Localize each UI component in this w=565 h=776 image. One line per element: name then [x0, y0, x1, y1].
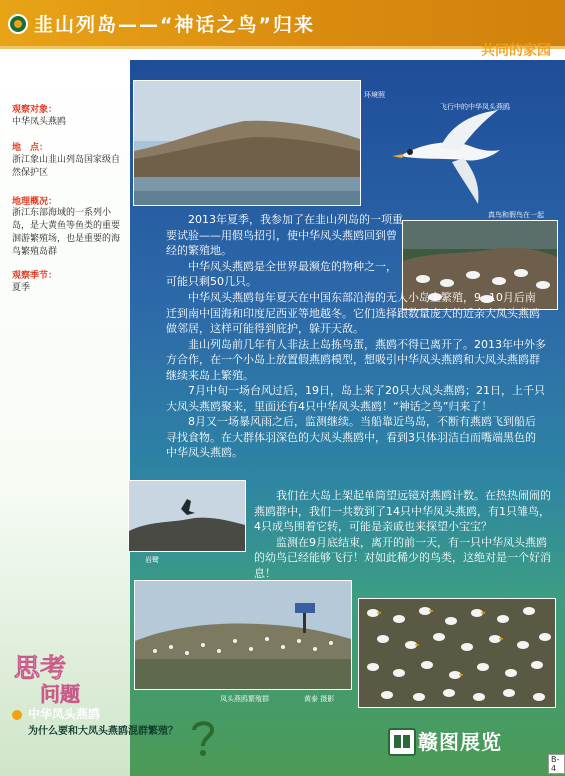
photo-credit: 黄泰 摄影 [304, 695, 335, 703]
question-heading: 中华凤头燕鸥 [28, 707, 101, 721]
caption-flying-tern: 飞行中的中华凤头燕鸥 [440, 103, 510, 111]
article-paragraph-1: 2013年夏季，我参加了在韭山列岛的一项重要试验——用假鸟招引，使中华凤头燕鸥回到曾经的繁殖地。 [166, 213, 403, 257]
island-photo [133, 80, 361, 206]
caption-heron: 岩鹭 [145, 556, 159, 564]
location-label: 地 点： [12, 143, 49, 153]
article-block-3 [254, 488, 552, 581]
colony-photo [134, 580, 352, 690]
book-icon [388, 728, 416, 756]
article-paragraph-2: 中华凤头燕鸥是全世界最濒危的物种之一，可能只剩50几只。 [166, 259, 397, 288]
think-heading-small: 问题 [40, 682, 80, 706]
question-text: 为什么要和大凤头燕鸥混群繁殖？ [28, 726, 178, 737]
question-bullet-icon [12, 710, 22, 720]
logo-text: 赣图展览 [418, 730, 502, 754]
article-paragraph-4: 韭山列岛前几年有人非法上岛拣鸟蛋，燕鸥不得已离开了。2013年中外多方合作，在一个小岛上放置假燕鸥模型，想吸引中华凤头燕鸥和大凤头燕鸥群继续来岛上繁殖。 [166, 337, 546, 382]
page-title: 韭山列岛——“神话之鸟”归来 [34, 14, 315, 36]
article-paragraph-7: 我们在大岛上架起单筒望远镜对燕鸥计数。在热热闹闹的燕鸥群中，我们一共数到了14只中华凤头燕鸥，有1只雏鸟，4只成鸟围着它转，可能是亲戚也来探望小宝宝？ [254, 489, 551, 533]
caption-environment: 环境照 [364, 91, 385, 99]
geo-value: 浙江东部海域的一系列小岛，是大黄鱼等鱼类的重要洄游繁殖场，也是重要的海鸟繁殖岛群 [12, 208, 121, 257]
article-paragraph-3: 中华凤头燕鸥每年夏天在中国东部沿海的无人小岛上繁殖，9--10月后南迁到南中国海和印度尼西亚等地越冬。它们选择跟数量庞大的近亲大凤头燕鸥做邻居，这样可能得到庇护，躲开天敌。 [166, 291, 540, 335]
article-paragraph-5: 7月中旬一场台风过后，19日，岛上来了20只大凤头燕鸥；21日，上千只大凤头燕鸥聚来，里面还有4只中华凤头燕鸥！“神话之鸟”归来了！ [166, 384, 545, 413]
article-block-1 [166, 212, 406, 290]
page-number: B-4 [548, 754, 565, 774]
location-value: 浙江象山韭山列岛国家级自然保护区 [12, 155, 121, 178]
subject-value: 中华凤头燕鸥 [12, 117, 67, 127]
think-heading-big: 思考 [14, 654, 67, 684]
caption-real-and-decoy: 真鸟和假鸟在一起 [488, 211, 544, 219]
season-label: 观察季节： [12, 271, 58, 281]
geo-label: 地理概况： [12, 197, 58, 207]
heron-photo [128, 480, 246, 552]
flying-tern-image [380, 108, 550, 208]
library-logo [388, 720, 520, 760]
article-paragraph-8: 监测在9月底结束，离开的前一天，有一只中华凤头燕鸥的幼鸟已经能够飞行！对如此稀少的鸟类，这绝对是一个好消息！ [254, 535, 551, 580]
season-value: 夏季 [12, 283, 31, 293]
subject-label: 观察对象： [12, 105, 58, 115]
article-block-2 [166, 290, 546, 461]
section-label: 共同的家园 [481, 43, 551, 59]
caption-colony: 凤头燕鸥繁殖群 [220, 695, 269, 703]
article-paragraph-6: 8月又一场暴风雨之后，监测继续。当船靠近鸟岛，不断有燕鸥飞到船后寻找食物。在大群体羽深色的大凤头燕鸥中，看到3只体羽洁白而嘴端黑色的中华凤头燕鸥。 [166, 415, 536, 459]
title-bullet-icon [8, 14, 28, 34]
question-mark-icon [188, 718, 218, 758]
dense-colony-photo [358, 598, 556, 708]
